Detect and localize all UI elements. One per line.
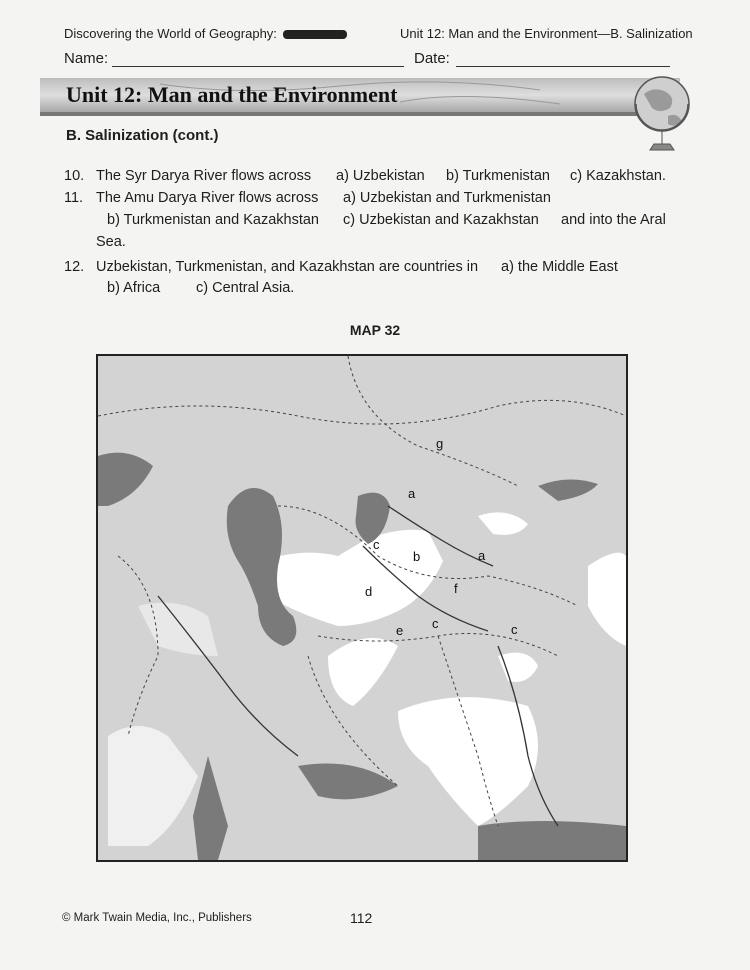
globe-icon <box>630 68 694 160</box>
question-12-option-a[interactable]: a) the Middle East <box>501 259 618 275</box>
question-11-option-a[interactable]: a) Uzbekistan and Turkmenistan <box>343 190 551 206</box>
map-label-c-east: c <box>511 622 518 637</box>
persian-gulf <box>298 764 398 800</box>
question-12-stem: Uzbekistan, Turkmenistan, and Kazakhstan are countries in <box>96 259 479 275</box>
name-field-line[interactable] <box>112 66 404 67</box>
date-field-line[interactable] <box>456 66 670 67</box>
map-label-c: c <box>373 537 380 552</box>
question-10-option-b[interactable]: b) Turkmenistan <box>446 168 550 184</box>
desert-region <box>328 638 398 706</box>
map-label-e: e <box>396 623 404 638</box>
border-line <box>98 400 626 424</box>
map-label-g: g <box>436 436 444 451</box>
unit-reference: Unit 12: Man and the Environment—B. Salinization <box>400 26 693 41</box>
question-11-stem: The Amu Darya River flows across <box>96 190 319 206</box>
desert-region <box>588 553 626 646</box>
red-sea <box>193 756 228 860</box>
question-10-number: 10. <box>64 168 85 184</box>
question-11-option-c[interactable]: c) Uzbekistan and Kazakhstan <box>343 212 539 228</box>
central-asia-map <box>96 354 628 862</box>
map-label-a-east: a <box>478 548 486 563</box>
question-10-option-c[interactable]: c) Kazakhstan. <box>570 168 666 184</box>
date-label: Date: <box>414 50 450 67</box>
book-title: Discovering the World of Geography: <box>64 26 347 41</box>
border-line <box>348 356 518 486</box>
question-11-tail: and into the Aral <box>561 212 666 228</box>
mesopotamia-region <box>138 603 218 656</box>
map-label-c-south: c <box>432 616 439 631</box>
question-10-stem: The Syr Darya River flows across <box>96 168 312 184</box>
map-label-f: f <box>454 581 458 596</box>
map-label-a: a <box>408 486 416 501</box>
lake-balkhash <box>538 479 598 501</box>
question-11-tail-2: Sea. <box>96 234 126 250</box>
question-12-option-c[interactable]: c) Central Asia. <box>196 280 295 296</box>
name-label: Name: <box>64 50 109 67</box>
question-11-number: 11. <box>64 190 84 206</box>
question-11-option-b[interactable]: b) Turkmenistan and Kazakhstan <box>107 212 319 228</box>
page-number: 112 <box>350 910 373 926</box>
question-10-option-a[interactable]: a) Uzbekistan <box>336 168 425 184</box>
map-label-d: d <box>365 584 373 599</box>
redaction-scribble <box>283 30 347 39</box>
map-title: MAP 32 <box>349 322 401 338</box>
border-line <box>118 556 158 736</box>
map-label-b: b <box>413 549 421 564</box>
question-12-number: 12. <box>64 259 85 275</box>
section-title: B. Salinization (cont.) <box>66 127 219 144</box>
desert-region <box>498 653 538 682</box>
desert-region <box>398 697 538 826</box>
desert-region <box>478 512 528 534</box>
map-graphic <box>98 356 626 860</box>
arabian-sea <box>478 821 626 860</box>
unit-banner-title: Unit 12: Man and the Environment <box>66 82 398 107</box>
black-sea <box>98 453 153 506</box>
arabian-region <box>108 726 198 846</box>
question-12-option-b[interactable]: b) Africa <box>107 280 161 296</box>
footer-copyright: © Mark Twain Media, Inc., Publishers <box>62 912 252 924</box>
